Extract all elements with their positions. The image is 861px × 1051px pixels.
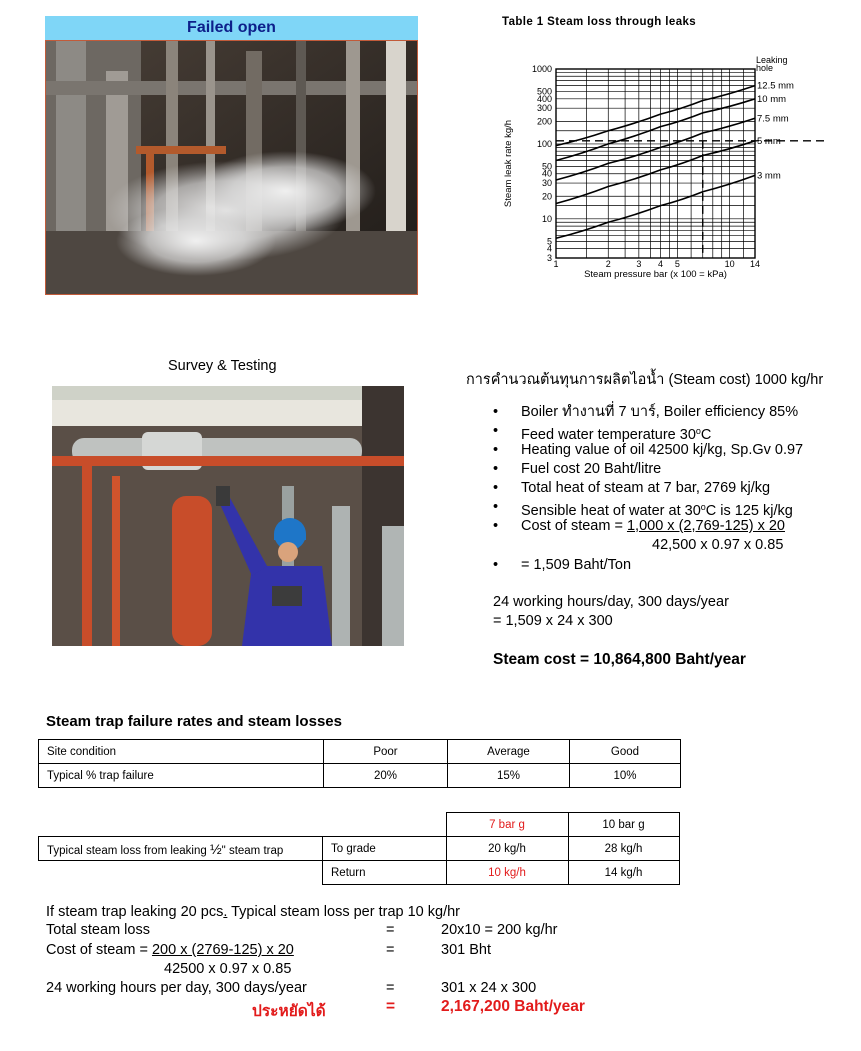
working-hours-line-2: 24 working hours per day, 300 days/year bbox=[46, 980, 307, 996]
total-steam-loss-label: Total steam loss bbox=[46, 922, 150, 938]
equals-sign: = bbox=[386, 980, 395, 996]
series-line-5-mm bbox=[556, 141, 755, 204]
table-cell: To grade bbox=[323, 837, 447, 861]
table-row bbox=[39, 764, 681, 788]
series-label: 10 mm bbox=[757, 93, 787, 105]
y-tick-label: 400 bbox=[536, 93, 552, 104]
legend-title: hole bbox=[756, 63, 774, 73]
working-hours-line: 24 working hours/day, 300 days/year bbox=[493, 594, 729, 610]
table-cell: 28 kg/h bbox=[568, 837, 679, 861]
leak-assumption-line: If steam trap leaking 20 pcs. Typical steam loss per trap 10 kg/hr bbox=[46, 904, 461, 920]
x-tick-label: 10 bbox=[724, 259, 735, 269]
working-hours-formula-2: 301 x 24 x 300 bbox=[441, 980, 537, 996]
legend-title: Leaking bbox=[756, 55, 788, 65]
y-tick-label: 40 bbox=[541, 168, 552, 179]
series-label: 7.5 mm bbox=[757, 113, 789, 125]
x-tick-label: 3 bbox=[636, 259, 642, 269]
table-cell: Poor bbox=[324, 740, 448, 764]
x-tick-label: 5 bbox=[674, 259, 680, 269]
x-tick-label: 4 bbox=[658, 259, 664, 269]
equals-sign: = bbox=[386, 922, 395, 938]
bullet-sensible-heat: • Sensible heat of water at 30$^o$C is 125 kj/kg bbox=[493, 498, 803, 517]
table-row bbox=[39, 861, 680, 885]
cost-of-steam-value: 301 Bht bbox=[441, 942, 491, 958]
bullet-baht-per-ton: • = 1,509 Baht/Ton bbox=[493, 556, 631, 575]
table-cell: 10 kg/h bbox=[446, 861, 568, 885]
steam-loss-table bbox=[38, 812, 680, 885]
savings-value: 2,167,200 Baht/year bbox=[441, 998, 585, 1015]
y-tick-label: 200 bbox=[536, 116, 552, 127]
table-cell: 7 bar g bbox=[446, 813, 568, 837]
x-tick-label: 14 bbox=[749, 259, 761, 269]
steam-cost-result-bullet bbox=[493, 556, 631, 575]
equals-sign: = bbox=[386, 998, 396, 1015]
series-line-12-5-mm bbox=[556, 86, 755, 146]
table-cell: Typical % trap failure bbox=[39, 764, 324, 788]
y-axis-label: Steam leak rate kg/h bbox=[503, 119, 514, 208]
table-cell: Site condition bbox=[39, 740, 324, 764]
y-tick-label: 1000 bbox=[531, 64, 552, 74]
cost-of-steam-denominator-2: 42500 x 0.97 x 0.85 bbox=[164, 961, 292, 977]
steam-cost-result: Steam cost = 10,864,800 Baht/year bbox=[493, 651, 746, 668]
steam-loss-chart bbox=[498, 55, 838, 285]
table-cell: Average bbox=[448, 740, 570, 764]
table-cell: Return bbox=[323, 861, 447, 885]
y-tick-label: 10 bbox=[541, 213, 552, 224]
table-cell: 10% bbox=[570, 764, 681, 788]
photo-caption-survey: Survey & Testing bbox=[168, 358, 277, 374]
cost-of-steam-denominator: 42,500 x 0.97 x 0.85 bbox=[652, 537, 784, 553]
bullet-feed-water: • Feed water temperature 30$^o$C bbox=[493, 422, 803, 441]
photo-survey-testing-worker bbox=[52, 386, 404, 646]
chart-title: Table 1 Steam loss through leaks bbox=[502, 16, 697, 28]
y-tick-label: 4 bbox=[546, 243, 552, 254]
series-label: 5 mm bbox=[757, 135, 781, 147]
series-label: 3 mm bbox=[757, 170, 781, 182]
bullet-heating-value: • Heating value of oil 42500 kj/kg, Sp.Gv 0.97 bbox=[493, 441, 803, 460]
table-cell: Good bbox=[570, 740, 681, 764]
y-tick-label: 100 bbox=[536, 138, 552, 149]
working-hours-formula: = 1,509 x 24 x 300 bbox=[493, 613, 613, 629]
series-label: 12.5 mm bbox=[757, 80, 794, 92]
total-steam-loss-value: 20x10 = 200 kg/hr bbox=[441, 922, 558, 938]
bullet-total-heat: • Total heat of steam at 7 bar, 2769 kj/kg bbox=[493, 479, 803, 498]
x-tick-label: 2 bbox=[605, 259, 611, 269]
table-cell: 14 kg/h bbox=[568, 861, 679, 885]
y-tick-label: 300 bbox=[536, 103, 552, 114]
table-cell: 10 bar g bbox=[568, 813, 679, 837]
table-cell: 20% bbox=[324, 764, 448, 788]
steam-cost-bullets bbox=[493, 403, 803, 536]
y-tick-label: 5 bbox=[546, 236, 552, 247]
cost-of-steam-label: Cost of steam = 200 x (2769-125) x 20 bbox=[46, 942, 294, 958]
table-cell-leak-label: Typical steam loss from leaking ½" steam trap bbox=[39, 837, 323, 861]
y-tick-label: 500 bbox=[536, 86, 552, 97]
table-cell: 20 kg/h bbox=[446, 837, 568, 861]
steam-cost-heading: การคำนวณต้นทุนการผลิตไอน้ำ (Steam cost) 1000 kg/hr bbox=[466, 372, 824, 388]
bullet-cost-of-steam: • Cost of steam = 1,000 x (2,769-125) x 20 bbox=[493, 517, 803, 536]
table-row bbox=[39, 813, 680, 837]
table-row bbox=[39, 837, 680, 861]
photo-failed-open-steam-trap bbox=[45, 40, 418, 295]
table-cell: 15% bbox=[448, 764, 570, 788]
failure-rates-title: Steam trap failure rates and steam losses bbox=[46, 713, 342, 730]
chart-series bbox=[556, 86, 825, 258]
chart-labels bbox=[503, 55, 794, 280]
equals-sign: = bbox=[386, 942, 395, 958]
series-line-3-mm bbox=[556, 175, 755, 238]
photo-caption-failed-open: Failed open bbox=[45, 16, 418, 40]
bullet-boiler: • Boiler ทำงานที่ 7 บาร์, Boiler efficiency 85% bbox=[493, 403, 803, 422]
bullet-fuel-cost: • Fuel cost 20 Baht/litre bbox=[493, 460, 803, 479]
y-tick-label: 20 bbox=[541, 191, 552, 202]
table-row bbox=[39, 740, 681, 764]
x-tick-label: 1 bbox=[553, 259, 559, 269]
savings-label: ประหยัดได้ bbox=[252, 1003, 326, 1020]
x-axis-label: Steam pressure bar (x 100 = kPa) bbox=[584, 269, 727, 280]
failure-rates-table bbox=[38, 739, 681, 788]
y-tick-label: 3 bbox=[546, 253, 552, 263]
y-tick-label: 50 bbox=[541, 161, 552, 172]
y-tick-label: 30 bbox=[541, 178, 552, 189]
